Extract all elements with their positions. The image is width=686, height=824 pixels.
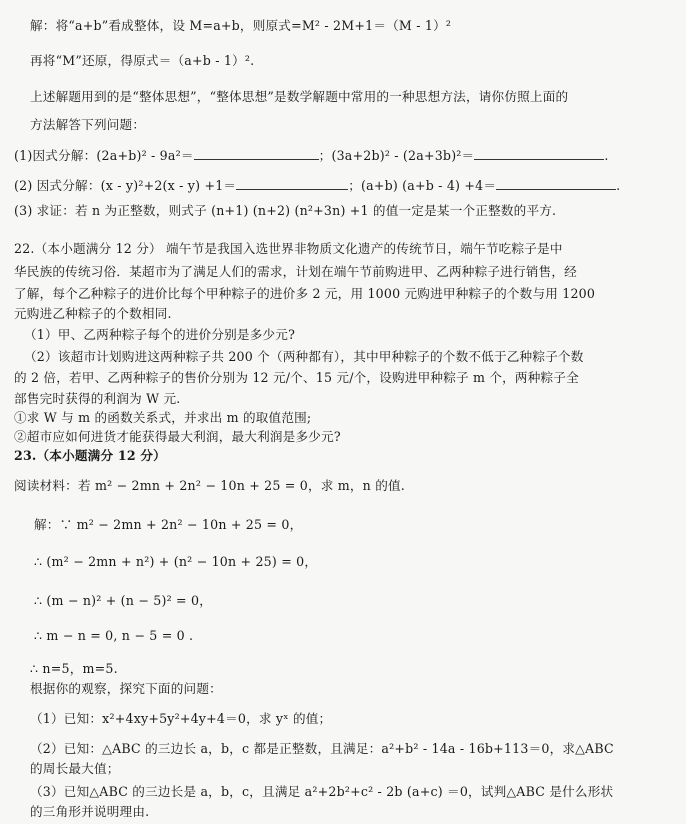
q22-line-10: ②超市应如何进货才能获得最大利润，最大利润是多少元? — [14, 429, 341, 444]
q23-title: 23.（本小题满分 12 分） — [14, 448, 166, 463]
q21-part-2-lead: (2) 因式分解：(x - y)²+2(x - y) +1＝ — [14, 178, 237, 193]
q21-part-1-end: . — [604, 148, 609, 163]
q22-line-7: 的 2 倍，若甲、乙两种粽子的售价分别为 12 元/个、15 元/个，设购进甲种粽子 m 个，两种粽子全 — [14, 370, 579, 385]
q21-part-2 — [14, 177, 620, 194]
intro-line-2: 再将“M”还原，得原式＝（a+b - 1）². — [30, 53, 255, 68]
q21-part-1-lead: (1)因式分解：(2a+b)² - 9a²＝ — [14, 148, 194, 163]
q22-line-2: 华民族的传统习俗．某超市为了满足人们的需求，计划在端午节前购进甲、乙两种粽子进行销售，经 — [14, 264, 577, 279]
intro-line-4: 方法解答下列问题： — [30, 117, 146, 132]
q23-part-2-line-2: 的周长最大值； — [30, 761, 120, 776]
q23-part-3-line-2: 的三角形并说明理由. — [30, 804, 150, 819]
q21-part-1 — [14, 147, 609, 164]
q23-part-1: （1）已知：x²+4xy+5y²+4y+4＝0，求 yˣ 的值； — [30, 711, 332, 726]
q22-line-4: 元购进乙种粽子的个数相同. — [14, 306, 172, 321]
q23-part-2-line-1: （2）已知：△ABC 的三边长 a，b，c 都是正整数，且满足：a²+b² - 14a - 16b+113＝0，求△ABC — [30, 741, 614, 756]
q21-part-1-sep: ；(3a+2b)² - (2a+3b)²＝ — [318, 148, 475, 163]
q23-solution-step-4: ∴ m − n = 0, n − 5 = 0 . — [34, 628, 194, 643]
q21-part-2-sep: ；(a+b) (a+b - 4) +4＝ — [348, 178, 497, 193]
q23-solution-step-1: 解：∵ m² − 2mn + 2n² − 10n + 25 = 0， — [34, 517, 303, 532]
q22-line-9: ①求 W 与 m 的函数关系式，并求出 m 的取值范围; — [14, 410, 312, 425]
q23-part-3-line-1: （3）已知△ABC 的三边长是 a，b，c，且满足 a²+2b²+c² - 2b (a+c) ＝0，试判△ABC 是什么形状 — [30, 784, 614, 799]
answer-blank[interactable] — [474, 147, 604, 160]
q22-line-3: 了解，每个乙种粽子的进价比每个甲种粽子的进价多 2 元，用 1000 元购进甲种粽子的个数与用 1200 — [14, 286, 596, 301]
answer-blank[interactable] — [194, 147, 319, 160]
intro-line-1: 解：将“a+b”看成整体，设 M=a+b，则原式=M² - 2M+1＝（M - 1）² — [30, 18, 452, 33]
q23-solution-step-5: ∴ n=5，m=5. — [30, 661, 118, 676]
q21-part-3: (3) 求证：若 n 为正整数，则式子 (n+1) (n+2) (n²+3n) +1 的值一定是某一个正整数的平方. — [14, 203, 557, 218]
q22-line-8: 部售完时获得的利润为 W 元. — [14, 391, 181, 406]
answer-blank[interactable] — [496, 177, 616, 190]
answer-blank[interactable] — [236, 177, 348, 190]
intro-line-3: 上述解题用到的是“整体思想”，“整体思想”是数学解题中常用的一种思想方法，请你仿照上面的 — [30, 89, 569, 104]
q23-solution-step-2: ∴ (m² − 2mn + n²) + (n² − 10n + 25) = 0， — [34, 554, 318, 569]
q23-solution-step-3: ∴ (m − n)² + (n − 5)² = 0， — [34, 593, 212, 608]
q23-explore-heading: 根据你的观察，探究下面的问题： — [30, 681, 222, 696]
q22-line-1: 22.（本小题满分 12 分） 端午节是我国入选世界非物质文化遗产的传统节日，端午节吃粽子是中 — [14, 241, 563, 256]
q22-line-5: （1）甲、乙两种粽子每个的进价分别是多少元? — [24, 327, 296, 342]
q21-part-2-end: . — [616, 178, 621, 193]
q22-line-6: （2）该超市计划购进这两种粽子共 200 个（两种都有），其中甲种粽子的个数不低于乙种粽子个数 — [24, 349, 584, 364]
q23-reading-material: 阅读材料：若 m² − 2mn + 2n² − 10n + 25 = 0，求 m，n 的值. — [14, 478, 405, 493]
